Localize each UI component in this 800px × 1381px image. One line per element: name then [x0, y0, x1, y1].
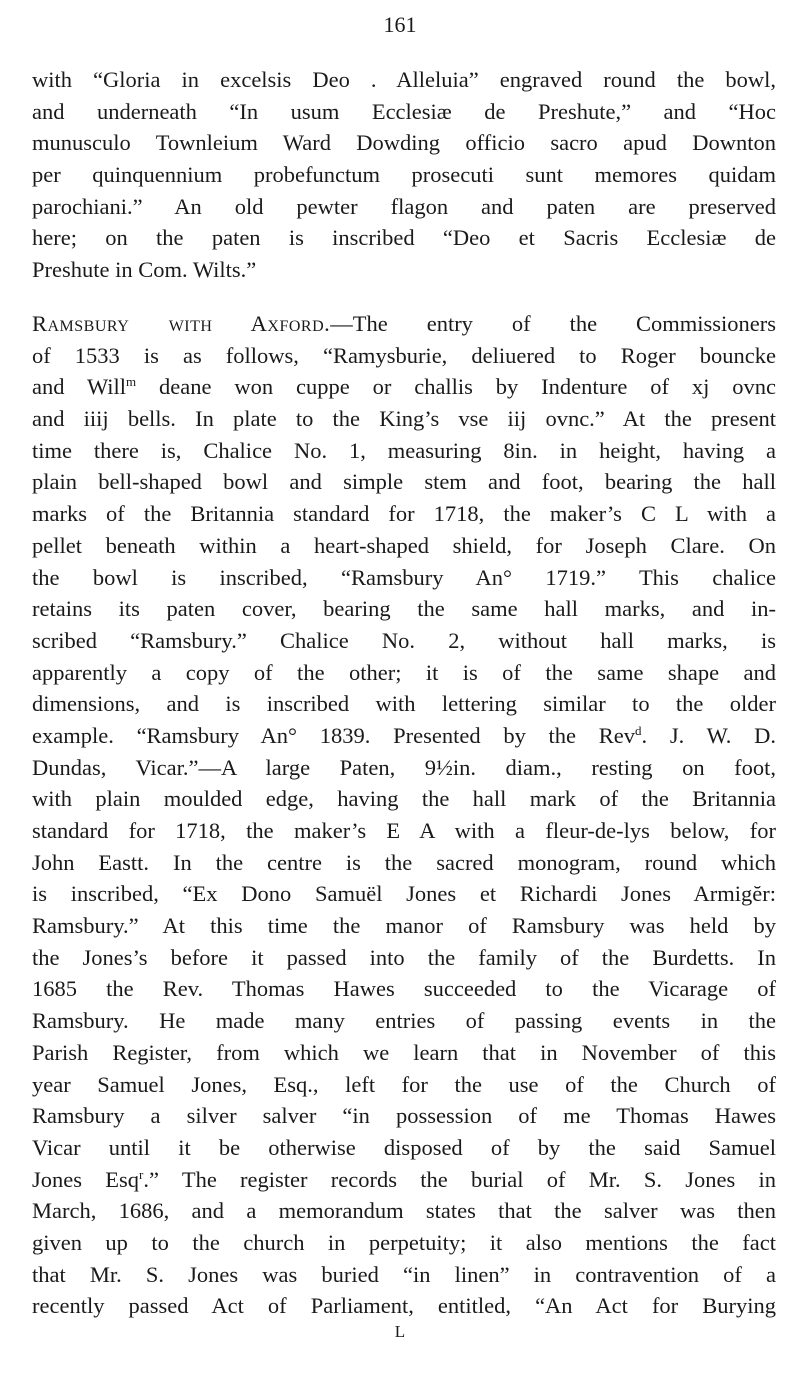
text-line: [32, 127, 776, 159]
text-line: [32, 562, 776, 594]
text-line: [32, 688, 776, 720]
text-run: retains its paten cover, bearing the same hall marks, and in-: [32, 596, 776, 622]
text-line: [32, 340, 776, 372]
text-line: [32, 530, 776, 562]
text-line: [32, 1005, 776, 1037]
page-number: 161: [383, 12, 417, 37]
text-line: [32, 815, 776, 847]
text-line: [32, 1037, 776, 1069]
text-line: [32, 191, 776, 223]
text-run: with plain moulded edge, having the hall mark of the Britannia: [32, 786, 776, 812]
text-run: is inscribed, “Ex Dono Samuël Jones et Richardi Jones Armigĕr:: [32, 881, 776, 907]
text-run: Parish Register, from which we learn that in November of this: [32, 1039, 776, 1065]
text-run: Dundas, Vicar.”—A large Paten, 9½in. diam., resting on foot,: [32, 754, 776, 780]
text-line: [32, 1259, 776, 1291]
text-line: [32, 308, 776, 340]
text-line: [32, 973, 776, 1005]
text-run: here; on the paten is inscribed “Deo et Sacris Ecclesiæ de: [32, 225, 776, 251]
text-line: [32, 466, 776, 498]
text-run: and Will: [32, 374, 127, 400]
superscript: r: [139, 1166, 144, 1182]
text-run: example. “Ramsbury An° 1839. Presented by the Rev: [32, 722, 636, 748]
section-heading: Ramsbury with Axford.: [32, 311, 331, 336]
text-run: that Mr. S. Jones was buried “in linen” in contravention of a: [32, 1261, 776, 1287]
text-run: parochiani.” An old pewter flagon and paten are preserved: [32, 193, 776, 219]
text-line: [32, 159, 776, 191]
text-line: [32, 1164, 776, 1196]
text-line: [32, 593, 776, 625]
text-run: and underneath “In usum Ecclesiæ de Preshute,” and “Hoc: [32, 98, 776, 124]
text-line: [32, 783, 776, 815]
text-run: March, 1686, and a memorandum states that the salver was then: [32, 1198, 776, 1224]
text-run: Ramsbury.” At this time the manor of Ramsbury was held by: [32, 913, 776, 939]
text-line: [32, 625, 776, 657]
text-line: [32, 910, 776, 942]
paragraph-preshute-plate: [32, 64, 776, 286]
text-run: Jones Esq: [32, 1166, 140, 1192]
text-line: [32, 878, 776, 910]
text-line: [32, 498, 776, 530]
text-run: marks of the Britannia standard for 1718, the maker’s C L with a: [32, 501, 776, 527]
text-line: [32, 371, 776, 403]
superscript: m: [126, 374, 137, 390]
text-line: [32, 720, 776, 752]
text-line: [32, 222, 776, 254]
text-run: Vicar until it be otherwise disposed of by the said Samuel: [32, 1134, 776, 1160]
text-line: [32, 435, 776, 467]
text-run: scribed “Ramsbury.” Chalice No. 2, without hall marks, is: [32, 627, 776, 653]
text-run: Preshute in Com. Wilts.”: [32, 257, 257, 283]
text-run: time there is, Chalice No. 1, measuring 8in. in height, having a: [32, 437, 776, 463]
text-run: per quinquennium probefunctum prosecuti sunt memores quidam: [32, 162, 776, 188]
text-run: Ramsbury a silver salver “in possession of me Thomas Hawes: [32, 1103, 776, 1129]
text-run: dimensions, and is inscribed with lettering similar to the older: [32, 691, 776, 717]
text-run: of 1533 is as follows, “Ramysburie, deliuered to Roger bouncke: [32, 342, 776, 368]
text-line: [32, 657, 776, 689]
text-run: .” The register records the burial of Mr. S. Jones in: [143, 1166, 777, 1192]
text-line: [32, 847, 776, 879]
text-line: [32, 1227, 776, 1259]
text-run: and iiij bells. In plate to the King’s vse iij ovnc.” At the present: [32, 406, 776, 432]
text-line: [32, 403, 776, 435]
text-run: pellet beneath within a heart-shaped shield, for Joseph Clare. On: [32, 532, 776, 558]
text-run: 1685 the Rev. Thomas Hawes succeeded to the Vicarage of: [32, 976, 776, 1002]
text-run: standard for 1718, the maker’s E A with a fleur-de-lys below, for: [32, 818, 776, 843]
text-line: [32, 1069, 776, 1101]
text-line: [32, 752, 776, 784]
text-run: . J. W. D.: [641, 722, 776, 748]
paragraph-ramsbury-with-axford: [32, 308, 776, 1322]
text-line: [32, 942, 776, 974]
text-line: [32, 1132, 776, 1164]
text-run: the bowl is inscribed, “Ramsbury An° 1719.” This chalice: [32, 564, 776, 590]
text-run: munusculo Townleium Ward Dowding officio sacro apud Downton: [32, 130, 776, 156]
text-run: the Jones’s before it passed into the family of the Burdetts. In: [32, 944, 776, 970]
text-line: [32, 254, 776, 286]
text-run: with “Gloria in excelsis Deo . Alleluia” engraved round the bowl,: [32, 67, 776, 92]
text-run: apparently a copy of the other; it is of the same shape and: [32, 659, 776, 685]
text-run: recently passed Act of Parliament, entitled, “An Act for Burying: [32, 1293, 776, 1319]
text-line: [32, 1195, 776, 1227]
text-run: deane won cuppe or challis by Indenture of xj ovnc: [136, 374, 776, 400]
text-line: [32, 1100, 776, 1132]
text-run: plain bell-shaped bowl and simple stem and foot, bearing the hall: [32, 469, 776, 495]
text-run: —The entry of the Commissioners: [330, 311, 777, 336]
text-run: Ramsbury. He made many entries of passing events in the: [32, 1008, 776, 1034]
text-line: [32, 64, 776, 96]
superscript: d: [635, 722, 642, 738]
text-line: [32, 96, 776, 128]
text-run: John Eastt. In the centre is the sacred monogram, round which: [32, 849, 776, 875]
text-run: year Samuel Jones, Esq., left for the use of the Church of: [32, 1071, 776, 1097]
signature-mark: L: [394, 1322, 406, 1341]
text-run: given up to the church in perpetuity; it also mentions the fact: [32, 1229, 776, 1255]
text-line: [32, 1290, 776, 1322]
